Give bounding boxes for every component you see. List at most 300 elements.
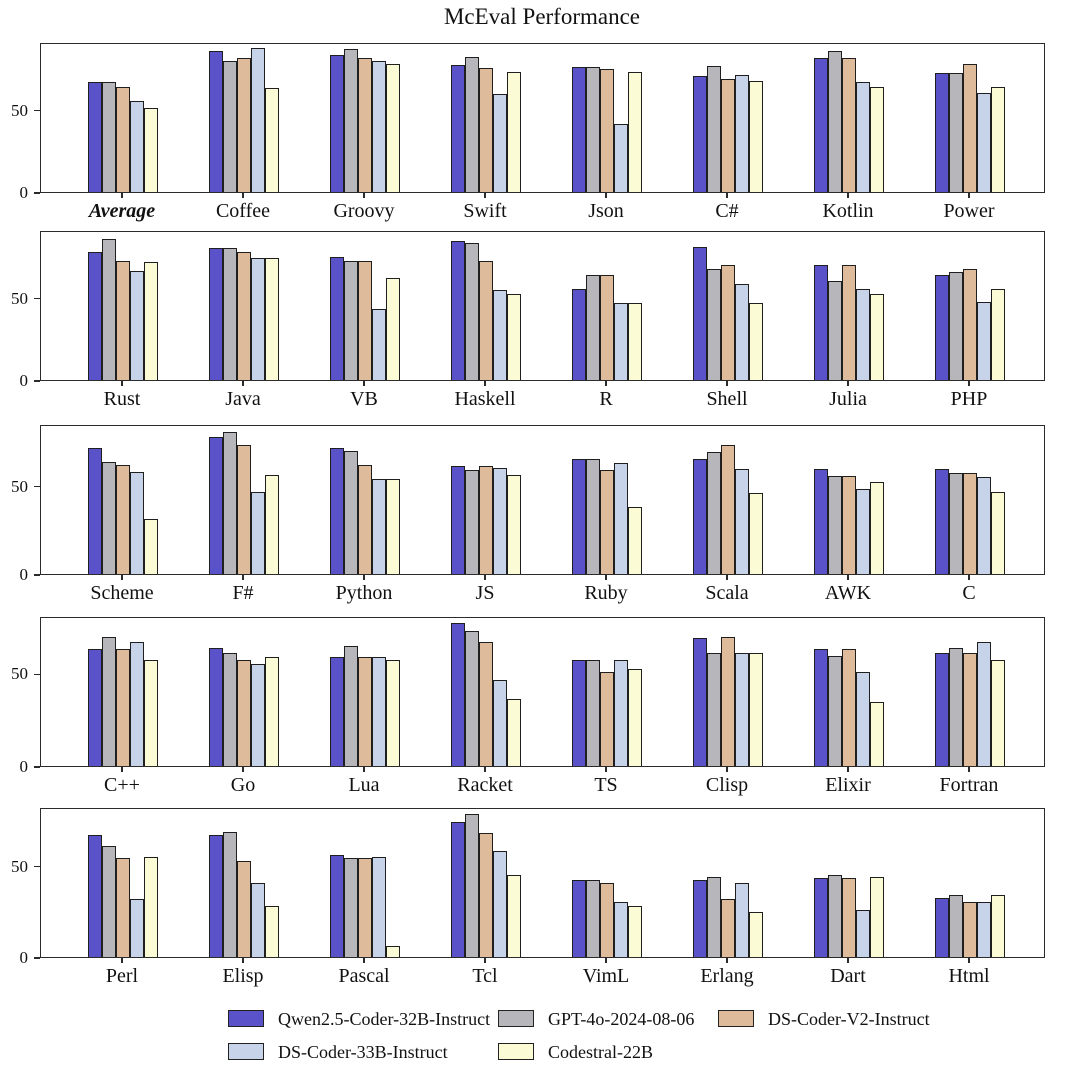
xlabel-Scala: Scala xyxy=(705,582,749,604)
bar-Elixir-Codestral-22B xyxy=(870,702,884,766)
bar-VimL-Codestral-22B xyxy=(628,906,642,957)
bar-Lua-Qwen2.5-Coder-32B-Instruct xyxy=(330,657,344,766)
bar-Json-GPT-4o-2024-08-06 xyxy=(586,67,600,192)
bar-Erlang-Codestral-22B xyxy=(749,912,763,957)
bar-Kotlin-DS-Coder-33B-Instruct xyxy=(856,82,870,192)
xlabel-C++: C++ xyxy=(104,774,140,796)
xlabel-Power: Power xyxy=(943,200,995,222)
xlabel-Coffee: Coffee xyxy=(215,200,271,222)
xtick-mark xyxy=(363,958,364,963)
bar-Average-DS-Coder-33B-Instruct xyxy=(130,101,144,192)
bar-Racket-Codestral-22B xyxy=(507,699,521,766)
xlabel-PHP: PHP xyxy=(950,388,988,410)
xlabel-Elixir: Elixir xyxy=(825,774,871,796)
xtick-mark xyxy=(484,575,485,580)
bar-C#-GPT-4o-2024-08-06 xyxy=(707,66,721,192)
xtick-mark xyxy=(968,767,969,772)
ytick-0-row-3: 0 xyxy=(19,565,28,584)
chart-title: McEval Performance xyxy=(443,4,641,29)
xlabel-Racket: Racket xyxy=(457,774,513,796)
bar-Json-DS-Coder-33B-Instruct xyxy=(614,124,628,192)
bar-Fortran-DS-Coder-V2-Instruct xyxy=(963,653,977,766)
bar-Groovy-Codestral-22B xyxy=(386,64,400,192)
bar-JS-GPT-4o-2024-08-06 xyxy=(465,470,479,574)
bar-Python-DS-Coder-33B-Instruct xyxy=(372,479,386,574)
bar-Average-DS-Coder-V2-Instruct xyxy=(116,87,130,192)
bar-Dart-Qwen2.5-Coder-32B-Instruct xyxy=(814,878,828,957)
xtick-mark xyxy=(484,767,485,772)
xlabel-Clisp: Clisp xyxy=(705,774,749,796)
bar-Html-DS-Coder-V2-Instruct xyxy=(963,902,977,957)
xlabel-Kotlin: Kotlin xyxy=(822,200,874,222)
bar-Coffee-Codestral-22B xyxy=(265,88,279,192)
bar-Racket-DS-Coder-V2-Instruct xyxy=(479,642,493,766)
xtick-mark xyxy=(242,193,243,198)
xlabel-C#: C# xyxy=(715,200,739,222)
xlabel-C: C xyxy=(962,582,976,604)
ytick-mark xyxy=(34,486,40,487)
bar-Java-Qwen2.5-Coder-32B-Instruct xyxy=(209,248,223,380)
xtick-mark xyxy=(484,193,485,198)
bar-C#-DS-Coder-V2-Instruct xyxy=(721,79,735,192)
ytick-50-row-3: 50 xyxy=(11,476,28,496)
bar-Scala-DS-Coder-33B-Instruct xyxy=(735,469,749,574)
bar-Html-Qwen2.5-Coder-32B-Instruct xyxy=(935,898,949,957)
bar-Power-Qwen2.5-Coder-32B-Instruct xyxy=(935,73,949,192)
legend-swatch-icon xyxy=(498,1043,534,1060)
bar-Pascal-GPT-4o-2024-08-06 xyxy=(344,858,358,957)
bar-TS-Qwen2.5-Coder-32B-Instruct xyxy=(572,660,586,766)
bar-Groovy-Qwen2.5-Coder-32B-Instruct xyxy=(330,55,344,192)
xlabel-Java: Java xyxy=(225,388,261,410)
bar-Swift-DS-Coder-33B-Instruct xyxy=(493,94,507,192)
xtick-mark xyxy=(363,193,364,198)
bar-AWK-GPT-4o-2024-08-06 xyxy=(828,476,842,574)
xlabel-Pascal: Pascal xyxy=(338,965,390,987)
bar-JS-DS-Coder-V2-Instruct xyxy=(479,466,493,574)
bar-TS-Codestral-22B xyxy=(628,669,642,766)
bar-Erlang-DS-Coder-33B-Instruct xyxy=(735,883,749,957)
bar-Elixir-DS-Coder-V2-Instruct xyxy=(842,649,856,766)
bar-Kotlin-DS-Coder-V2-Instruct xyxy=(842,58,856,192)
bar-Erlang-Qwen2.5-Coder-32B-Instruct xyxy=(693,880,707,957)
bar-Clisp-DS-Coder-V2-Instruct xyxy=(721,637,735,766)
bar-C++-Qwen2.5-Coder-32B-Instruct xyxy=(88,649,102,766)
bar-C-Qwen2.5-Coder-32B-Instruct xyxy=(935,469,949,574)
bar-Power-DS-Coder-V2-Instruct xyxy=(963,64,977,192)
bar-Dart-DS-Coder-V2-Instruct xyxy=(842,878,856,957)
bar-Groovy-DS-Coder-33B-Instruct xyxy=(372,61,386,192)
xtick-mark xyxy=(968,381,969,386)
xtick-mark xyxy=(484,381,485,386)
bar-Coffee-DS-Coder-V2-Instruct xyxy=(237,58,251,192)
bar-PHP-DS-Coder-V2-Instruct xyxy=(963,269,977,380)
legend-swatch-icon xyxy=(228,1010,264,1027)
bar-TS-DS-Coder-V2-Instruct xyxy=(600,672,614,766)
legend-swatch-icon xyxy=(498,1010,534,1027)
ytick-mark xyxy=(34,380,40,381)
xlabel-Perl: Perl xyxy=(105,965,139,987)
bar-C++-GPT-4o-2024-08-06 xyxy=(102,637,116,766)
bar-Json-DS-Coder-V2-Instruct xyxy=(600,69,614,192)
bar-Go-DS-Coder-33B-Instruct xyxy=(251,664,265,766)
bar-Scala-Codestral-22B xyxy=(749,493,763,574)
bar-Power-DS-Coder-33B-Instruct xyxy=(977,93,991,192)
bar-Elisp-DS-Coder-V2-Instruct xyxy=(237,861,251,957)
bar-R-Codestral-22B xyxy=(628,303,642,380)
bar-Lua-DS-Coder-33B-Instruct xyxy=(372,657,386,766)
xlabel-Swift: Swift xyxy=(463,200,507,222)
xtick-mark xyxy=(121,958,122,963)
bar-Elisp-Qwen2.5-Coder-32B-Instruct xyxy=(209,835,223,957)
bar-AWK-Codestral-22B xyxy=(870,482,884,574)
bar-Shell-Qwen2.5-Coder-32B-Instruct xyxy=(693,247,707,380)
xtick-mark xyxy=(968,575,969,580)
bar-Html-GPT-4o-2024-08-06 xyxy=(949,895,963,957)
bar-VB-GPT-4o-2024-08-06 xyxy=(344,261,358,380)
panel-row-5 xyxy=(40,808,1045,958)
bar-Rust-Qwen2.5-Coder-32B-Instruct xyxy=(88,252,102,380)
panel-row-1 xyxy=(40,43,1045,193)
xtick-mark xyxy=(363,381,364,386)
bar-Racket-DS-Coder-33B-Instruct xyxy=(493,680,507,766)
ytick-mark xyxy=(34,674,40,675)
xlabel-R: R xyxy=(599,388,613,410)
bar-Lua-DS-Coder-V2-Instruct xyxy=(358,657,372,766)
bar-AWK-DS-Coder-33B-Instruct xyxy=(856,489,870,574)
bar-F#-GPT-4o-2024-08-06 xyxy=(223,432,237,574)
bar-Scheme-GPT-4o-2024-08-06 xyxy=(102,462,116,574)
bar-Python-Qwen2.5-Coder-32B-Instruct xyxy=(330,448,344,574)
ytick-50-row-4: 50 xyxy=(11,664,28,684)
xtick-mark xyxy=(242,575,243,580)
bar-Ruby-DS-Coder-V2-Instruct xyxy=(600,470,614,574)
bar-Fortran-GPT-4o-2024-08-06 xyxy=(949,648,963,766)
bar-Elisp-GPT-4o-2024-08-06 xyxy=(223,832,237,957)
bar-R-DS-Coder-33B-Instruct xyxy=(614,303,628,380)
bar-Haskell-Qwen2.5-Coder-32B-Instruct xyxy=(451,241,465,380)
xtick-mark xyxy=(968,193,969,198)
bar-Julia-DS-Coder-33B-Instruct xyxy=(856,289,870,380)
ytick-0-row-4: 0 xyxy=(19,757,28,776)
bar-C-DS-Coder-33B-Instruct xyxy=(977,477,991,574)
bar-Go-Codestral-22B xyxy=(265,657,279,766)
bar-Perl-DS-Coder-33B-Instruct xyxy=(130,899,144,957)
bar-Tcl-DS-Coder-V2-Instruct xyxy=(479,833,493,957)
xlabel-Ruby: Ruby xyxy=(584,582,628,604)
bar-Shell-DS-Coder-V2-Instruct xyxy=(721,265,735,380)
panel-row-2 xyxy=(40,231,1045,381)
bar-VimL-DS-Coder-V2-Instruct xyxy=(600,883,614,957)
bar-Clisp-DS-Coder-33B-Instruct xyxy=(735,653,749,766)
bar-Swift-GPT-4o-2024-08-06 xyxy=(465,57,479,192)
xlabel-Rust: Rust xyxy=(103,388,141,410)
ytick-50-row-5: 50 xyxy=(11,856,28,876)
bar-Rust-DS-Coder-33B-Instruct xyxy=(130,271,144,380)
bar-F#-Qwen2.5-Coder-32B-Instruct xyxy=(209,437,223,574)
bar-Json-Qwen2.5-Coder-32B-Instruct xyxy=(572,67,586,192)
bar-Elixir-GPT-4o-2024-08-06 xyxy=(828,656,842,766)
bar-Pascal-Qwen2.5-Coder-32B-Instruct xyxy=(330,855,344,957)
bar-Average-GPT-4o-2024-08-06 xyxy=(102,82,116,192)
xlabel-Groovy: Groovy xyxy=(333,200,395,222)
bar-Coffee-Qwen2.5-Coder-32B-Instruct xyxy=(209,51,223,192)
bar-Swift-DS-Coder-V2-Instruct xyxy=(479,68,493,192)
bar-VimL-Qwen2.5-Coder-32B-Instruct xyxy=(572,880,586,957)
bar-Perl-DS-Coder-V2-Instruct xyxy=(116,858,130,957)
bar-Scheme-DS-Coder-V2-Instruct xyxy=(116,465,130,574)
bar-Julia-Codestral-22B xyxy=(870,294,884,380)
xlabel-F#: F# xyxy=(232,582,254,604)
bar-Java-GPT-4o-2024-08-06 xyxy=(223,248,237,380)
bar-TS-DS-Coder-33B-Instruct xyxy=(614,660,628,766)
bar-Python-DS-Coder-V2-Instruct xyxy=(358,465,372,574)
bar-Html-DS-Coder-33B-Instruct xyxy=(977,902,991,957)
bar-Tcl-GPT-4o-2024-08-06 xyxy=(465,814,479,957)
bar-Dart-GPT-4o-2024-08-06 xyxy=(828,875,842,957)
bar-Groovy-DS-Coder-V2-Instruct xyxy=(358,58,372,192)
ytick-0-row-5: 0 xyxy=(19,948,28,967)
bar-C++-Codestral-22B xyxy=(144,660,158,766)
legend-label: GPT-4o-2024-08-06 xyxy=(548,1009,695,1029)
xtick-mark xyxy=(121,575,122,580)
bar-Erlang-DS-Coder-V2-Instruct xyxy=(721,899,735,957)
bar-Pascal-DS-Coder-V2-Instruct xyxy=(358,858,372,957)
xtick-mark xyxy=(847,767,848,772)
bar-F#-DS-Coder-V2-Instruct xyxy=(237,445,251,574)
xtick-mark xyxy=(121,767,122,772)
bar-Clisp-GPT-4o-2024-08-06 xyxy=(707,653,721,766)
bar-Haskell-Codestral-22B xyxy=(507,294,521,380)
xtick-mark xyxy=(363,767,364,772)
bar-Perl-Qwen2.5-Coder-32B-Instruct xyxy=(88,835,102,957)
bar-Power-GPT-4o-2024-08-06 xyxy=(949,73,963,192)
bar-Rust-DS-Coder-V2-Instruct xyxy=(116,261,130,380)
xtick-mark xyxy=(363,575,364,580)
bar-Tcl-DS-Coder-33B-Instruct xyxy=(493,851,507,957)
xlabel-Lua: Lua xyxy=(348,774,380,796)
bar-Shell-DS-Coder-33B-Instruct xyxy=(735,284,749,380)
bar-Ruby-DS-Coder-33B-Instruct xyxy=(614,463,628,574)
bar-Coffee-DS-Coder-33B-Instruct xyxy=(251,48,265,192)
bar-VB-Codestral-22B xyxy=(386,278,400,380)
bar-Scala-DS-Coder-V2-Instruct xyxy=(721,445,735,574)
xlabel-Haskell: Haskell xyxy=(454,388,516,410)
bar-Groovy-GPT-4o-2024-08-06 xyxy=(344,49,358,192)
xtick-mark xyxy=(605,575,606,580)
bar-C++-DS-Coder-V2-Instruct xyxy=(116,649,130,766)
bar-JS-Codestral-22B xyxy=(507,475,521,574)
xlabel-Dart: Dart xyxy=(830,965,866,987)
xtick-mark xyxy=(121,381,122,386)
bar-F#-DS-Coder-33B-Instruct xyxy=(251,492,265,574)
xtick-mark xyxy=(121,193,122,198)
bar-Elixir-Qwen2.5-Coder-32B-Instruct xyxy=(814,649,828,766)
bar-Rust-Codestral-22B xyxy=(144,262,158,380)
bar-Go-Qwen2.5-Coder-32B-Instruct xyxy=(209,648,223,766)
bar-Julia-GPT-4o-2024-08-06 xyxy=(828,281,842,380)
bar-Haskell-GPT-4o-2024-08-06 xyxy=(465,243,479,380)
bar-C-Codestral-22B xyxy=(991,492,1005,574)
bar-Average-Codestral-22B xyxy=(144,108,158,192)
ytick-50-row-2: 50 xyxy=(11,288,28,308)
xtick-mark xyxy=(242,958,243,963)
xtick-mark xyxy=(847,575,848,580)
ytick-mark xyxy=(34,866,40,867)
bar-Scala-Qwen2.5-Coder-32B-Instruct xyxy=(693,459,707,574)
xtick-mark xyxy=(847,381,848,386)
bar-R-DS-Coder-V2-Instruct xyxy=(600,275,614,380)
legend-label: Codestral-22B xyxy=(548,1042,653,1062)
legend-label: Qwen2.5-Coder-32B-Instruct xyxy=(278,1009,491,1029)
xlabel-Scheme: Scheme xyxy=(90,582,154,604)
xtick-mark xyxy=(242,767,243,772)
bar-Dart-Codestral-22B xyxy=(870,877,884,957)
bar-VimL-DS-Coder-33B-Instruct xyxy=(614,902,628,957)
xtick-mark xyxy=(605,958,606,963)
bar-Kotlin-Qwen2.5-Coder-32B-Instruct xyxy=(814,58,828,192)
bar-Ruby-Codestral-22B xyxy=(628,507,642,574)
bar-AWK-DS-Coder-V2-Instruct xyxy=(842,476,856,574)
bar-Html-Codestral-22B xyxy=(991,895,1005,957)
bar-Dart-DS-Coder-33B-Instruct xyxy=(856,910,870,957)
xtick-mark xyxy=(726,958,727,963)
legend-swatch-icon xyxy=(228,1043,264,1060)
bar-Racket-GPT-4o-2024-08-06 xyxy=(465,631,479,766)
bar-JS-Qwen2.5-Coder-32B-Instruct xyxy=(451,466,465,574)
xtick-mark xyxy=(726,193,727,198)
panel-row-3 xyxy=(40,425,1045,575)
legend-label: DS-Coder-33B-Instruct xyxy=(278,1042,448,1062)
bar-Go-DS-Coder-V2-Instruct xyxy=(237,660,251,766)
xtick-mark xyxy=(968,958,969,963)
bar-F#-Codestral-22B xyxy=(265,475,279,574)
ytick-0-row-2: 0 xyxy=(19,371,28,390)
xlabel-Shell: Shell xyxy=(706,388,748,410)
bar-Julia-Qwen2.5-Coder-32B-Instruct xyxy=(814,265,828,380)
bar-Json-Codestral-22B xyxy=(628,72,642,192)
bar-Erlang-GPT-4o-2024-08-06 xyxy=(707,877,721,957)
xlabel-VB: VB xyxy=(350,388,378,410)
bar-PHP-GPT-4o-2024-08-06 xyxy=(949,272,963,380)
bar-Java-DS-Coder-V2-Instruct xyxy=(237,252,251,380)
bar-Fortran-Codestral-22B xyxy=(991,660,1005,766)
xlabel-Julia: Julia xyxy=(829,388,867,410)
bar-VimL-GPT-4o-2024-08-06 xyxy=(586,880,600,957)
bar-Kotlin-GPT-4o-2024-08-06 xyxy=(828,51,842,192)
bar-Coffee-GPT-4o-2024-08-06 xyxy=(223,61,237,192)
bar-Shell-Codestral-22B xyxy=(749,303,763,380)
bar-Lua-Codestral-22B xyxy=(386,660,400,766)
xtick-mark xyxy=(242,381,243,386)
bar-Scala-GPT-4o-2024-08-06 xyxy=(707,452,721,574)
ytick-mark xyxy=(34,574,40,575)
ytick-mark xyxy=(34,192,40,193)
xlabel-TS: TS xyxy=(594,774,618,796)
bar-Fortran-Qwen2.5-Coder-32B-Instruct xyxy=(935,653,949,766)
bar-Go-GPT-4o-2024-08-06 xyxy=(223,653,237,766)
bar-Ruby-GPT-4o-2024-08-06 xyxy=(586,459,600,574)
bar-R-Qwen2.5-Coder-32B-Instruct xyxy=(572,289,586,380)
bar-Python-GPT-4o-2024-08-06 xyxy=(344,451,358,574)
bar-Scheme-Qwen2.5-Coder-32B-Instruct xyxy=(88,448,102,574)
bar-VB-DS-Coder-33B-Instruct xyxy=(372,309,386,380)
bar-Tcl-Qwen2.5-Coder-32B-Instruct xyxy=(451,822,465,957)
bar-VB-DS-Coder-V2-Instruct xyxy=(358,261,372,380)
xtick-mark xyxy=(726,575,727,580)
bar-Swift-Codestral-22B xyxy=(507,72,521,192)
bar-Fortran-DS-Coder-33B-Instruct xyxy=(977,642,991,766)
xlabel-Average: Average xyxy=(88,200,156,222)
legend-swatch-icon xyxy=(718,1010,754,1027)
bar-TS-GPT-4o-2024-08-06 xyxy=(586,660,600,766)
bar-PHP-Qwen2.5-Coder-32B-Instruct xyxy=(935,275,949,380)
xlabel-JS: JS xyxy=(475,582,495,604)
xtick-mark xyxy=(847,193,848,198)
bar-VB-Qwen2.5-Coder-32B-Instruct xyxy=(330,257,344,380)
xtick-mark xyxy=(847,958,848,963)
bar-Ruby-Qwen2.5-Coder-32B-Instruct xyxy=(572,459,586,574)
xlabel-Python: Python xyxy=(335,582,393,604)
bar-Kotlin-Codestral-22B xyxy=(870,87,884,192)
bar-Perl-GPT-4o-2024-08-06 xyxy=(102,846,116,957)
bar-Tcl-Codestral-22B xyxy=(507,875,521,957)
bar-PHP-DS-Coder-33B-Instruct xyxy=(977,302,991,380)
xlabel-VimL: VimL xyxy=(582,965,630,987)
bar-JS-DS-Coder-33B-Instruct xyxy=(493,468,507,574)
bar-R-GPT-4o-2024-08-06 xyxy=(586,275,600,380)
ytick-mark xyxy=(34,298,40,299)
xtick-mark xyxy=(726,381,727,386)
xtick-mark xyxy=(726,767,727,772)
ytick-50-row-1: 50 xyxy=(11,100,28,120)
xtick-mark xyxy=(605,193,606,198)
bar-Python-Codestral-22B xyxy=(386,479,400,574)
xlabel-AWK: AWK xyxy=(824,582,872,604)
xlabel-Tcl: Tcl xyxy=(472,965,498,987)
bar-Scheme-Codestral-22B xyxy=(144,519,158,574)
bar-C#-Qwen2.5-Coder-32B-Instruct xyxy=(693,76,707,192)
bar-Swift-Qwen2.5-Coder-32B-Instruct xyxy=(451,65,465,192)
bar-Java-DS-Coder-33B-Instruct xyxy=(251,258,265,380)
xlabel-Erlang: Erlang xyxy=(700,965,754,987)
bar-Rust-GPT-4o-2024-08-06 xyxy=(102,239,116,380)
ytick-mark xyxy=(34,766,40,767)
xlabel-Go: Go xyxy=(230,774,256,796)
bar-Clisp-Qwen2.5-Coder-32B-Instruct xyxy=(693,638,707,766)
bar-PHP-Codestral-22B xyxy=(991,289,1005,380)
legend-label: DS-Coder-V2-Instruct xyxy=(768,1009,930,1029)
bar-Julia-DS-Coder-V2-Instruct xyxy=(842,265,856,380)
xtick-mark xyxy=(484,958,485,963)
xlabel-Fortran: Fortran xyxy=(939,774,999,796)
ytick-mark xyxy=(34,110,40,111)
bar-C#-DS-Coder-33B-Instruct xyxy=(735,75,749,192)
ytick-mark xyxy=(34,957,40,958)
bar-C#-Codestral-22B xyxy=(749,81,763,192)
bar-Elisp-DS-Coder-33B-Instruct xyxy=(251,883,265,957)
bar-Elisp-Codestral-22B xyxy=(265,906,279,957)
bar-C++-DS-Coder-33B-Instruct xyxy=(130,642,144,766)
xtick-mark xyxy=(605,381,606,386)
xlabel-Json: Json xyxy=(588,200,624,222)
bar-Pascal-DS-Coder-33B-Instruct xyxy=(372,857,386,957)
xlabel-Html: Html xyxy=(948,965,990,987)
bar-AWK-Qwen2.5-Coder-32B-Instruct xyxy=(814,469,828,574)
bar-Power-Codestral-22B xyxy=(991,87,1005,192)
bar-Elixir-DS-Coder-33B-Instruct xyxy=(856,672,870,766)
bar-C-GPT-4o-2024-08-06 xyxy=(949,473,963,574)
